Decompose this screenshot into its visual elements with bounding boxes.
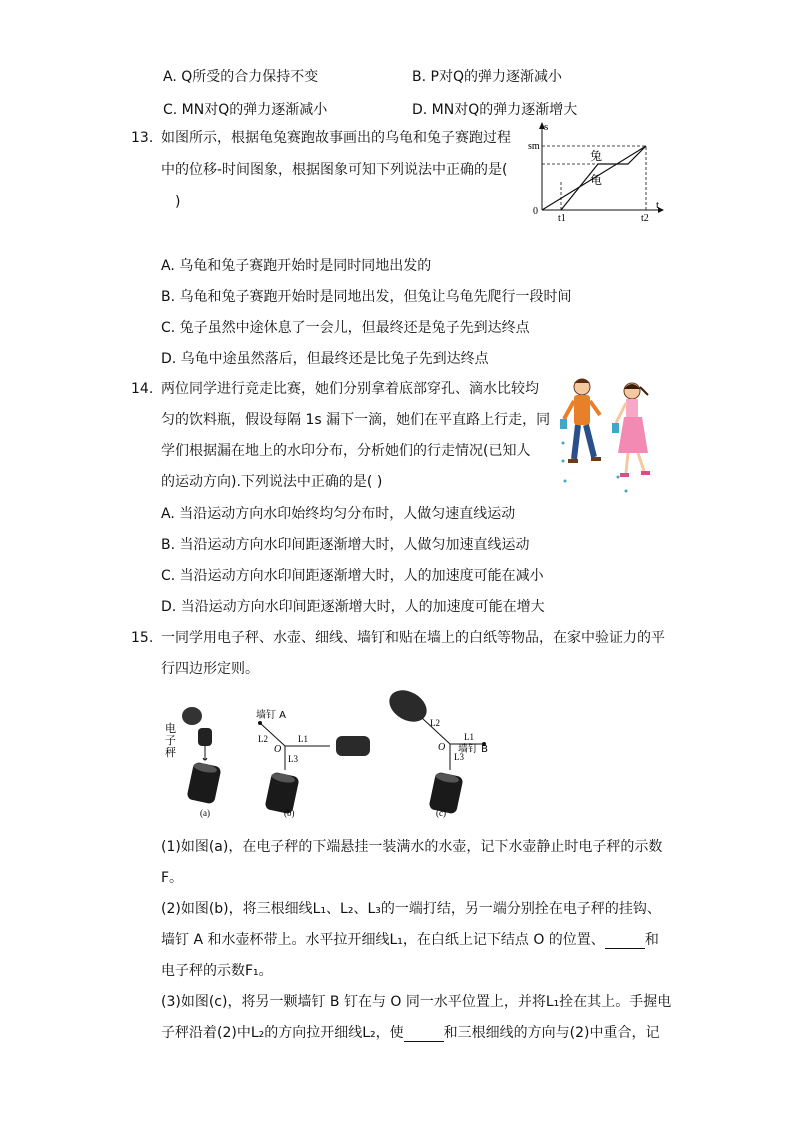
l2-label-b: L2 xyxy=(258,734,268,744)
hand-icon xyxy=(182,707,202,725)
q15-step3-line-2-text: 子秤沿着(2)中L₂的方向拉开细线L₂，使 xyxy=(161,1025,404,1041)
q14-option-a: A. 当沿运动方向水印始终均匀分布时，人做匀速直线运动 xyxy=(161,506,516,522)
figure-c xyxy=(384,688,488,818)
l3-label-b: L3 xyxy=(288,754,298,764)
scale-label-2: 子 xyxy=(165,734,176,747)
q15-step2-line-2-tail: 和 xyxy=(644,932,659,948)
q15-step3-line-2-tail: 和三根细线的方向与(2)中重合，记 xyxy=(443,1025,660,1041)
l2-label-c: L2 xyxy=(430,718,440,728)
q14-stem-line-4: 的运动方向).下列说法中正确的是( ) xyxy=(161,474,383,490)
o-label-b: O xyxy=(274,744,282,755)
q15-step2-line-2 xyxy=(161,931,659,949)
q13-option-c: C. 兔子虽然中途休息了一会儿，但最终还是兔子先到达终点 xyxy=(161,320,530,336)
t1-label: t1 xyxy=(558,213,566,224)
q14-walkers-illustration xyxy=(556,373,666,501)
q12-option-b: B. P对Q的弹力逐渐减小 xyxy=(412,69,562,85)
q15-step2-answer-blank[interactable] xyxy=(605,934,645,949)
q13-option-b: B. 乌龟和兔子赛跑开始时是同地出发，但兔让乌龟先爬行一段时间 xyxy=(161,289,572,305)
q13-option-a: A. 乌龟和兔子赛跑开始时是同时同地出发的 xyxy=(161,258,432,274)
s-axis-label: s xyxy=(544,121,549,133)
origin-label: 0 xyxy=(533,206,538,217)
l3-label-c: L3 xyxy=(454,752,464,762)
q15-step1-line-1: (1)如图(a)，在电子秤的下端悬挂一装满水的水壶，记下水壶静止时电子秤的示数 xyxy=(161,839,663,855)
scale-label-3: 秤 xyxy=(165,746,176,759)
t-axis-label: t xyxy=(656,199,660,211)
caption-a: (a) xyxy=(200,808,210,818)
walker-girl xyxy=(612,383,650,493)
scale-hand-icon xyxy=(336,736,370,756)
q15-stem-line-2: 行四边形定则。 xyxy=(161,661,259,677)
q15-step1-line-2: F。 xyxy=(161,870,184,886)
sm-label: sm xyxy=(528,141,540,152)
q13-number: 13. xyxy=(131,130,154,146)
caption-c: (c) xyxy=(436,808,446,818)
q15-number: 15. xyxy=(131,630,154,646)
q15-stem-line-1: 一同学用电子秤、水壶、细线、墙钉和贴在墙上的白纸等物品，在家中验证力的平 xyxy=(161,630,665,646)
q12-option-a: A. Q所受的合力保持不变 xyxy=(163,69,319,85)
scale-label-1: 电 xyxy=(165,722,176,735)
nail-b-label: 墙钉 B xyxy=(458,744,489,755)
q12-option-c: C. MN对Q的弹力逐渐减小 xyxy=(163,102,328,118)
q15-step2-line-1: (2)如图(b)，将三根细线L₁、L₂、L₃的一端打结，另一端分别拴在电子秤的挂钩、 xyxy=(161,901,661,917)
t2-label: t2 xyxy=(641,213,649,224)
figure-a xyxy=(165,707,222,818)
caption-b: (b) xyxy=(284,808,295,818)
q13-stem-line-2: 中的位移-时间图象，根据图象可知下列说法中正确的是( xyxy=(161,162,508,178)
q14-option-c: C. 当沿运动方向水印间距逐渐增大时，人的加速度可能在减小 xyxy=(161,568,544,584)
q15-step2-line-3: 电子秤的示数F₁。 xyxy=(161,963,273,979)
turtle-label: 龟 xyxy=(590,173,603,187)
q15-step3-answer-blank[interactable] xyxy=(404,1027,444,1042)
l1-label-c: L1 xyxy=(464,732,474,742)
walker-boy xyxy=(560,379,601,483)
q14-stem-line-2: 匀的饮料瓶，假设每隔 1s 漏下一滴，她们在平直路上行走，同 xyxy=(161,412,551,428)
o-label-c: O xyxy=(438,742,446,753)
figure-b xyxy=(256,708,370,818)
q13-stem-line-3: ) xyxy=(175,194,181,210)
q13-stem-line-1: 如图所示，根据龟兔赛跑故事画出的乌龟和兔子赛跑过程 xyxy=(161,130,511,146)
electronic-scale-icon xyxy=(198,728,212,746)
rabbit-label: 兔 xyxy=(590,149,603,163)
q14-option-d: D. 当沿运动方向水印间距逐渐增大时，人的加速度可能在增大 xyxy=(161,599,545,615)
q13-option-d: D. 乌龟中途虽然落后，但最终还是比兔子先到达终点 xyxy=(161,351,489,367)
q15-step2-line-2-text: 墙钉 A 和水壶杯带上。水平拉开细线L₁，在白纸上记下结点 O 的位置、 xyxy=(161,932,605,948)
l1-label-b: L1 xyxy=(298,734,308,744)
nail-a-label: 墙钉 A xyxy=(256,710,287,721)
q14-number: 14. xyxy=(131,381,154,397)
q13-position-time-graph xyxy=(528,120,664,226)
q15-step3-line-1: (3)如图(c)，将另一颗墙钉 B 钉在与 O 同一水平位置上，并将L₁拴在其上。手握电 xyxy=(161,994,672,1010)
q15-experiment-figure xyxy=(160,688,490,820)
q14-stem-line-1: 两位同学进行竞走比赛，她们分别拿着底部穿孔、滴水比较均 xyxy=(161,381,539,397)
q14-stem-line-3: 学们根据漏在地上的水印分布，分析她们的行走情况(已知人 xyxy=(161,443,531,459)
rabbit-line xyxy=(561,146,646,210)
scale-hand-icon xyxy=(384,688,433,728)
q14-option-b: B. 当沿运动方向水印间距逐渐增大时，人做匀加速直线运动 xyxy=(161,537,530,553)
q15-step3-line-2 xyxy=(161,1024,660,1042)
q12-option-d: D. MN对Q的弹力逐渐增大 xyxy=(412,102,578,118)
